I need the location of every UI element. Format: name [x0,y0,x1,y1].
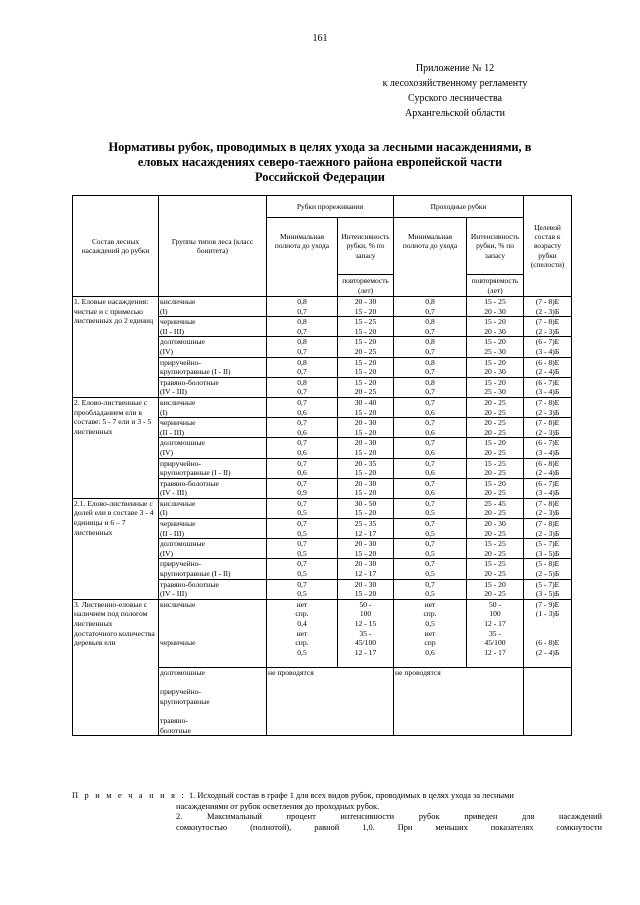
table-cell [338,599,394,667]
table-cell: (3 - 4)Б [524,387,572,397]
table-cell: 0,8 [394,337,467,347]
title-line: еловых насаждениях северо-таежного района европейской части [137,155,503,169]
table-cell: 15 - 20 [338,408,394,418]
table-cell: 0,6 [394,408,467,418]
table-cell: (6 - 8)Е [524,458,572,468]
table-cell: 0,8 [394,377,467,387]
table-cell [467,599,524,667]
table-cell: 0,8 [267,357,338,367]
table-cell: (5 - 8)Е [524,559,572,569]
header-forest-types: Группы типов леса (класс бонитета) [159,196,267,297]
table-cell: 20 - 25 [467,589,524,599]
notes-label: П р и м е ч а н и я : [72,791,186,800]
table-cell: (7 - 8)Е [524,397,572,407]
table-cell: (7 - 8)Е [524,418,572,428]
table-cell: 0,7 [394,387,467,397]
cell-line: нет [296,599,308,609]
table-cell: 15 - 20 [338,367,394,377]
header-passing: Проходные рубки [394,196,524,218]
table-cell: 30 - 50 [338,498,394,508]
table-cell: 20 - 25 [467,397,524,407]
table-cell: 20 - 30 [338,438,394,448]
table-cell: (2 - 5)Б [524,569,572,579]
forest-type-bonitet: (II - III) [159,327,267,337]
appendix-heading [330,61,580,121]
table-cell: 0,5 [394,569,467,579]
forest-type-bonitet: (IV) [159,448,267,458]
note-2-text: 2. Максимальный процент интенсивности рубок приведен для насаждений [176,812,602,821]
note-1-continuation: насаждениями от рубок осветления до проходных рубок. [176,801,380,811]
table-cell: (6 - 7)Е [524,337,572,347]
spacer [160,609,265,638]
table-cell [267,599,338,667]
forest-type-bonitet: крупнотравные (I - II) [159,367,267,377]
forest-type-name: долгомошные [160,667,205,677]
cell-line: 35 - [359,628,372,638]
forest-type-name: приручейно- [159,559,267,569]
table-cell: 0,5 [267,508,338,518]
cell-line: 0,4 [297,619,307,628]
spacer [160,648,265,667]
table-cell: (5 - 7)Е [524,539,572,549]
notes [72,791,602,833]
forest-type-bonitet: (I) [159,408,267,418]
appendix-line: Сурского лесничества [408,93,502,104]
forest-type-name: кисличные [159,297,267,307]
cell-line: (1 - 3)Б [535,609,560,619]
cell-line: спр. [295,638,309,648]
title-line: Нормативы рубок, проводимых в целях ухода за лесными насаждениями, в [108,140,532,154]
table-cell: (3 - 4)Б [524,488,572,498]
table-cell: 0,7 [394,539,467,549]
table-cell: 0,7 [394,478,467,488]
table-cell [394,667,524,735]
forest-type-name: приручейно- [159,458,267,468]
table-cell: 15 - 20 [467,317,524,327]
table-cell: 20 - 30 [338,539,394,549]
group-label: 2. Елово-лиственные с преобладанием ели в составе: 5 - 7 ели и 3 - 5 лиственных [73,397,159,498]
table-cell: (6 - 7)Е [524,438,572,448]
table-cell: 20 - 25 [467,428,524,438]
header-repeat: повторяемость (лет) [338,275,394,297]
table-cell: 20 - 25 [467,488,524,498]
table-cell: 20 - 25 [467,569,524,579]
table-cell: 0,7 [394,498,467,508]
forest-type-bonitet: (I) [159,307,267,317]
table-cell: 15 - 25 [467,559,524,569]
table-cell: (6 - 8)Е [524,357,572,367]
group-label: 3. Лиственно-еловые с наличием под пологом лиственных достаточного количества деревьев ели [73,599,159,735]
cell-line: спр [424,638,436,648]
forest-type-name: кисличные [159,498,267,508]
table-cell: 0,6 [267,448,338,458]
forest-type-name: черничные [159,519,267,529]
forest-type-column [159,667,267,735]
title-line: Российской Федерации [255,170,385,184]
cell-line: спр. [295,609,309,619]
cell-line: 0,5 [297,647,307,657]
table-cell: 0,7 [267,458,338,468]
table-cell: 20 - 25 [467,529,524,539]
table-cell: 20 - 25 [467,448,524,458]
forest-type-bonitet: (II - III) [159,529,267,539]
header-intensity: Интенсивность рубки, % по запасу [467,218,524,275]
table-cell: 20 - 30 [338,559,394,569]
table-cell: 15 - 20 [467,337,524,347]
table-cell: 0,6 [394,488,467,498]
forest-type-name: долгомошные [159,438,267,448]
table-cell: 15 - 20 [338,468,394,478]
table-cell: 0,8 [267,377,338,387]
forest-type-bonitet: (II - III) [159,428,267,438]
forest-type-bonitet: (IV - III) [159,387,267,397]
table-cell: 0,9 [267,488,338,498]
table-cell: 0,8 [267,337,338,347]
table-cell: 0,6 [267,468,338,478]
spacer [525,619,570,638]
table-cell: 0,7 [267,478,338,488]
forest-type-column [159,599,267,667]
cell-line: 50 - [359,599,372,609]
cell-line: не проводятся [395,667,441,677]
cell-line: 12 - 17 [354,647,377,657]
table-cell: 12 - 17 [338,529,394,539]
table-cell: 0,6 [394,448,467,458]
table-cell: 15 - 25 [338,317,394,327]
header-target: Целевой состав к возрасту рубки (спелости) [524,196,572,297]
table-cell: 15 - 20 [467,357,524,367]
table-cell: 20 - 25 [467,418,524,428]
header-repeat: повторяемость (лет) [467,275,524,297]
table-cell: 15 - 20 [338,549,394,559]
table-cell: 0,7 [267,498,338,508]
forest-type-name: травяно-болотные [159,478,267,488]
table-cell: 0,6 [267,428,338,438]
table-cell: 0,7 [267,367,338,377]
cell-line: 12 - 17 [484,619,506,628]
table-cell: 0,8 [394,317,467,327]
table-cell: (2 - 4)Б [524,367,572,377]
table-cell: 0,5 [394,549,467,559]
cell-line: 35 - [489,628,502,638]
table-cell: 20 - 30 [338,478,394,488]
forest-type-name: долгомошные [159,539,267,549]
forest-type-name: травяно-болотные [159,579,267,589]
document-title [80,140,560,185]
table-cell: (7 - 8)Е [524,317,572,327]
table-cell: (3 - 4)Б [524,448,572,458]
table-cell: 15 - 25 [467,297,524,307]
table-cell: 0,7 [267,438,338,448]
header-thinning: Рубки прореживания [267,196,394,218]
forest-type-bonitet: (IV - III) [159,488,267,498]
table-cell: 0,7 [267,579,338,589]
table-cell: 20 - 25 [467,508,524,518]
forest-type-name: приручейно- [159,357,267,367]
cell-line: (6 - 8)Е [535,638,560,648]
table-cell: 0,7 [394,327,467,337]
table-cell: 20 - 25 [467,468,524,478]
table-cell: 20 - 30 [338,297,394,307]
table-cell: 0,6 [394,468,467,478]
spacer [160,706,265,716]
table-cell: 25 - 30 [467,347,524,357]
table-cell: (2 - 3)Б [524,529,572,539]
table-cell: 0,6 [394,428,467,438]
table-cell: 15 - 20 [467,478,524,488]
table-cell: 0,5 [267,589,338,599]
table-cell: 0,7 [267,418,338,428]
table-cell: 0,7 [394,397,467,407]
cell-line: 100 [489,609,501,619]
table-cell: 0,7 [394,418,467,428]
table-cell: 20 - 30 [467,327,524,337]
table-cell: 0,8 [394,297,467,307]
cell-line: нет [424,599,436,609]
appendix-line: к лесохозяйственному регламенту [382,78,528,89]
table-cell: 0,8 [267,297,338,307]
table-cell: 25 - 35 [338,519,394,529]
table-cell: 12 - 17 [338,569,394,579]
forest-type-bonitet: (I) [159,508,267,518]
table-cell: (2 - 3)Б [524,307,572,317]
table-cell: 20 - 25 [338,387,394,397]
table-cell: 20 - 30 [467,519,524,529]
cell-line: нет [296,628,308,638]
table-cell: (3 - 5)Б [524,549,572,559]
forest-type-name: травяно-болотные [159,377,267,387]
table-cell: (3 - 5)Б [524,589,572,599]
header-intensity: Интенсивность рубки, % по запасу [338,218,394,275]
table-cell: 15 - 20 [338,327,394,337]
table-cell: 20 - 25 [338,347,394,357]
table-cell: 0,7 [394,458,467,468]
cell-line: нет [424,628,436,638]
table-cell: (2 - 3)Б [524,428,572,438]
cell-line: спр. [423,609,437,619]
table-cell: (6 - 7)Е [524,478,572,488]
table-cell: 0,5 [267,549,338,559]
table-cell: 15 - 25 [467,458,524,468]
forest-type-name: кисличные [159,397,267,407]
group-label: 2.1. Елово-лиственные с долей ели в составе 3 - 4 единицы и 6 – 7 лиственных [73,498,159,599]
forest-type-name: долгомошные [159,337,267,347]
table-cell: 0,7 [267,327,338,337]
header-composition: Состав лесных насаждений до рубки [73,196,159,297]
table-cell: 0,5 [394,508,467,518]
cell-line: 50 - [489,599,502,609]
table-cell: 0,7 [267,387,338,397]
forest-type-name: болотные [160,725,191,735]
table-cell: 0,7 [394,438,467,448]
table-cell: 30 - 40 [338,397,394,407]
table-cell: 15 - 20 [338,508,394,518]
table-cell: 0,7 [267,397,338,407]
table-cell [394,599,467,667]
forest-type-name: черничные [160,638,196,648]
forest-type-name: крупнотравные [160,696,210,706]
table-cell: (2 - 3)Б [524,508,572,518]
table-cell: 15 - 20 [338,428,394,438]
header-min-density: Минимальная полнота до ухода [394,218,467,297]
table-cell: 0,5 [267,529,338,539]
table-cell: 15 - 20 [338,448,394,458]
table-cell: 0,8 [394,357,467,367]
table-cell [524,667,572,735]
table-cell: 20 - 35 [338,458,394,468]
table-cell: (7 - 8)Е [524,498,572,508]
table-cell: (7 - 8)Е [524,519,572,529]
cell-line: (7 - 9)Е [535,599,560,609]
header-min-density: Минимальная полнота до ухода [267,218,338,297]
cell-line: 45/100 [354,638,377,648]
table-cell: 25 - 30 [467,387,524,397]
table-cell: 0,7 [267,307,338,317]
table-cell: 0,7 [267,559,338,569]
table-cell: 15 - 20 [338,589,394,599]
table-cell: (2 - 3)Б [524,327,572,337]
table-cell: 0,7 [394,347,467,357]
cell-line: 12 - 17 [484,647,506,657]
table-cell: 15 - 20 [467,438,524,448]
cell-line: 100 [359,609,372,619]
table-cell: 0,7 [394,519,467,529]
table-cell: 15 - 20 [338,307,394,317]
table-cell: 0,7 [394,559,467,569]
forest-type-bonitet: (IV) [159,549,267,559]
table-cell: 0,5 [267,569,338,579]
table-cell: 20 - 30 [467,307,524,317]
table-cell: 0,7 [394,307,467,317]
table-cell: 0,7 [394,579,467,589]
table-cell: 0,5 [394,529,467,539]
table-cell: 25 - 45 [467,498,524,508]
table-cell: 0,6 [267,408,338,418]
table-cell: (2 - 4)Б [524,468,572,478]
cell-line: 0,6 [425,647,435,657]
table-cell: 15 - 20 [338,337,394,347]
table-cell: 15 - 20 [338,377,394,387]
forest-type-name: кисличные [160,599,196,609]
table-cell: 0,8 [267,317,338,327]
forest-type-bonitet: (IV - III) [159,589,267,599]
norms-table [72,195,572,736]
group-label: 1. Еловые насаждения: чистые и с примесью лиственных до 2 единиц [73,297,159,398]
table-cell: 20 - 30 [338,579,394,589]
forest-type-name: травяно- [160,715,188,725]
table-cell: (3 - 4)Б [524,347,572,357]
forest-type-bonitet: (IV) [159,347,267,357]
table-cell: (7 - 8)Е [524,297,572,307]
table-cell [524,599,572,667]
table-cell: (5 - 7)Е [524,579,572,589]
forest-type-name: приручейно- [160,687,202,697]
page-number: 161 [312,33,328,44]
table-cell: 0,7 [394,367,467,377]
table-cell: 15 - 20 [338,488,394,498]
cell-line: 45/100 [484,638,506,648]
forest-type-bonitet: крупнотравные (I - II) [159,468,267,478]
forest-type-name: черничные [159,418,267,428]
table-cell [267,667,394,735]
table-cell: 15 - 20 [338,357,394,367]
cell-line: 12 - 15 [354,619,377,628]
note-2-continuation: сомкнутостью (полнотой), равной 1,0. При меньших показателях сомкнутости [176,822,602,832]
cell-line: (2 - 4)Б [535,647,560,657]
table-cell: 0,7 [267,519,338,529]
table-cell: 15 - 25 [467,539,524,549]
cell-line: не проводятся [268,667,314,677]
forest-type-name: черничные [159,317,267,327]
table-cell: 0,5 [394,589,467,599]
forest-type-bonitet: крупнотравные (I - II) [159,569,267,579]
spacer [160,678,265,688]
note-1-text: 1. Исходный состав в графе 1 для всех видов рубок, проводимых в целях ухода за лесными [188,791,514,800]
table-cell: 20 - 25 [467,408,524,418]
appendix-line: Архангельской области [405,108,505,119]
table-cell: (6 - 7)Е [524,377,572,387]
cell-line: 0,5 [425,619,435,628]
appendix-line: Приложение № 12 [415,63,495,74]
table-cell: 20 - 25 [467,549,524,559]
table-cell: 20 - 30 [338,418,394,428]
table-cell: 0,7 [267,539,338,549]
table-cell: 15 - 20 [467,579,524,589]
table-cell: 15 - 20 [467,377,524,387]
table-cell: (2 - 3)Б [524,408,572,418]
table-cell: 0,7 [267,347,338,357]
table-cell: 20 - 30 [467,367,524,377]
